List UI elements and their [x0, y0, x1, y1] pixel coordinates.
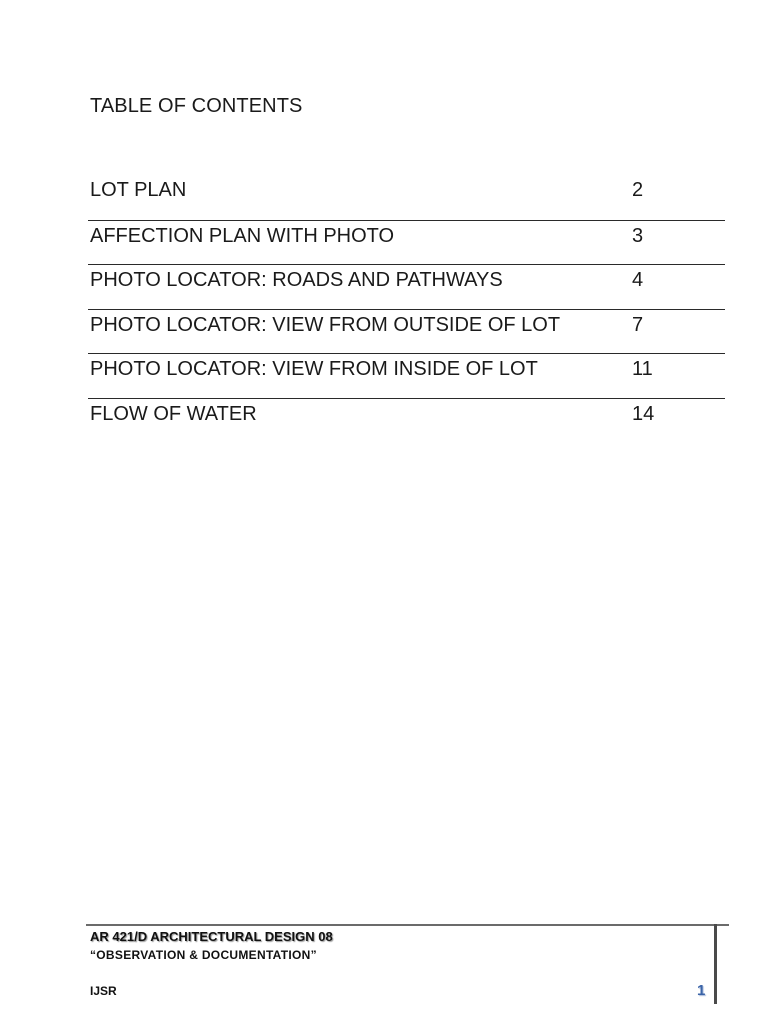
toc-entry-page: 2 — [632, 179, 644, 201]
toc-entry-label: LOT PLAN — [90, 179, 187, 201]
toc-entry-page: 11 — [632, 358, 653, 380]
footer-course-title: AR 421/D ARCHITECTURAL DESIGN 08 — [90, 929, 333, 944]
toc-row — [88, 398, 725, 443]
toc-entry-page: 14 — [632, 402, 655, 425]
page-title: TABLE OF CONTENTS — [90, 95, 303, 117]
toc-entry-label: PHOTO LOCATOR: ROADS AND PATHWAYS — [90, 269, 503, 291]
toc-row — [88, 309, 725, 354]
toc-row — [88, 175, 725, 220]
toc-entry-label: AFFECTION PLAN WITH PHOTO — [90, 224, 395, 247]
toc-row — [88, 353, 725, 398]
toc-entry-label: FLOW OF WATER — [90, 402, 257, 425]
footer-vertical-divider — [714, 924, 717, 1004]
toc-entry-label: PHOTO LOCATOR: VIEW FROM OUTSIDE OF LOT — [90, 313, 561, 336]
footer-subtitle: “OBSERVATION & DOCUMENTATION” — [90, 948, 317, 962]
toc-entry-page: 4 — [632, 269, 644, 291]
footer-initials: IJSR — [90, 984, 117, 998]
toc-entry-page: 3 — [632, 224, 644, 247]
table-of-contents — [88, 175, 725, 442]
footer-page-number: 1 — [697, 982, 706, 999]
toc-row — [88, 264, 725, 309]
toc-entry-page: 7 — [632, 313, 644, 336]
toc-entry-label: PHOTO LOCATOR: VIEW FROM INSIDE OF LOT — [90, 358, 538, 380]
footer-divider — [86, 924, 729, 926]
toc-row — [88, 220, 725, 265]
